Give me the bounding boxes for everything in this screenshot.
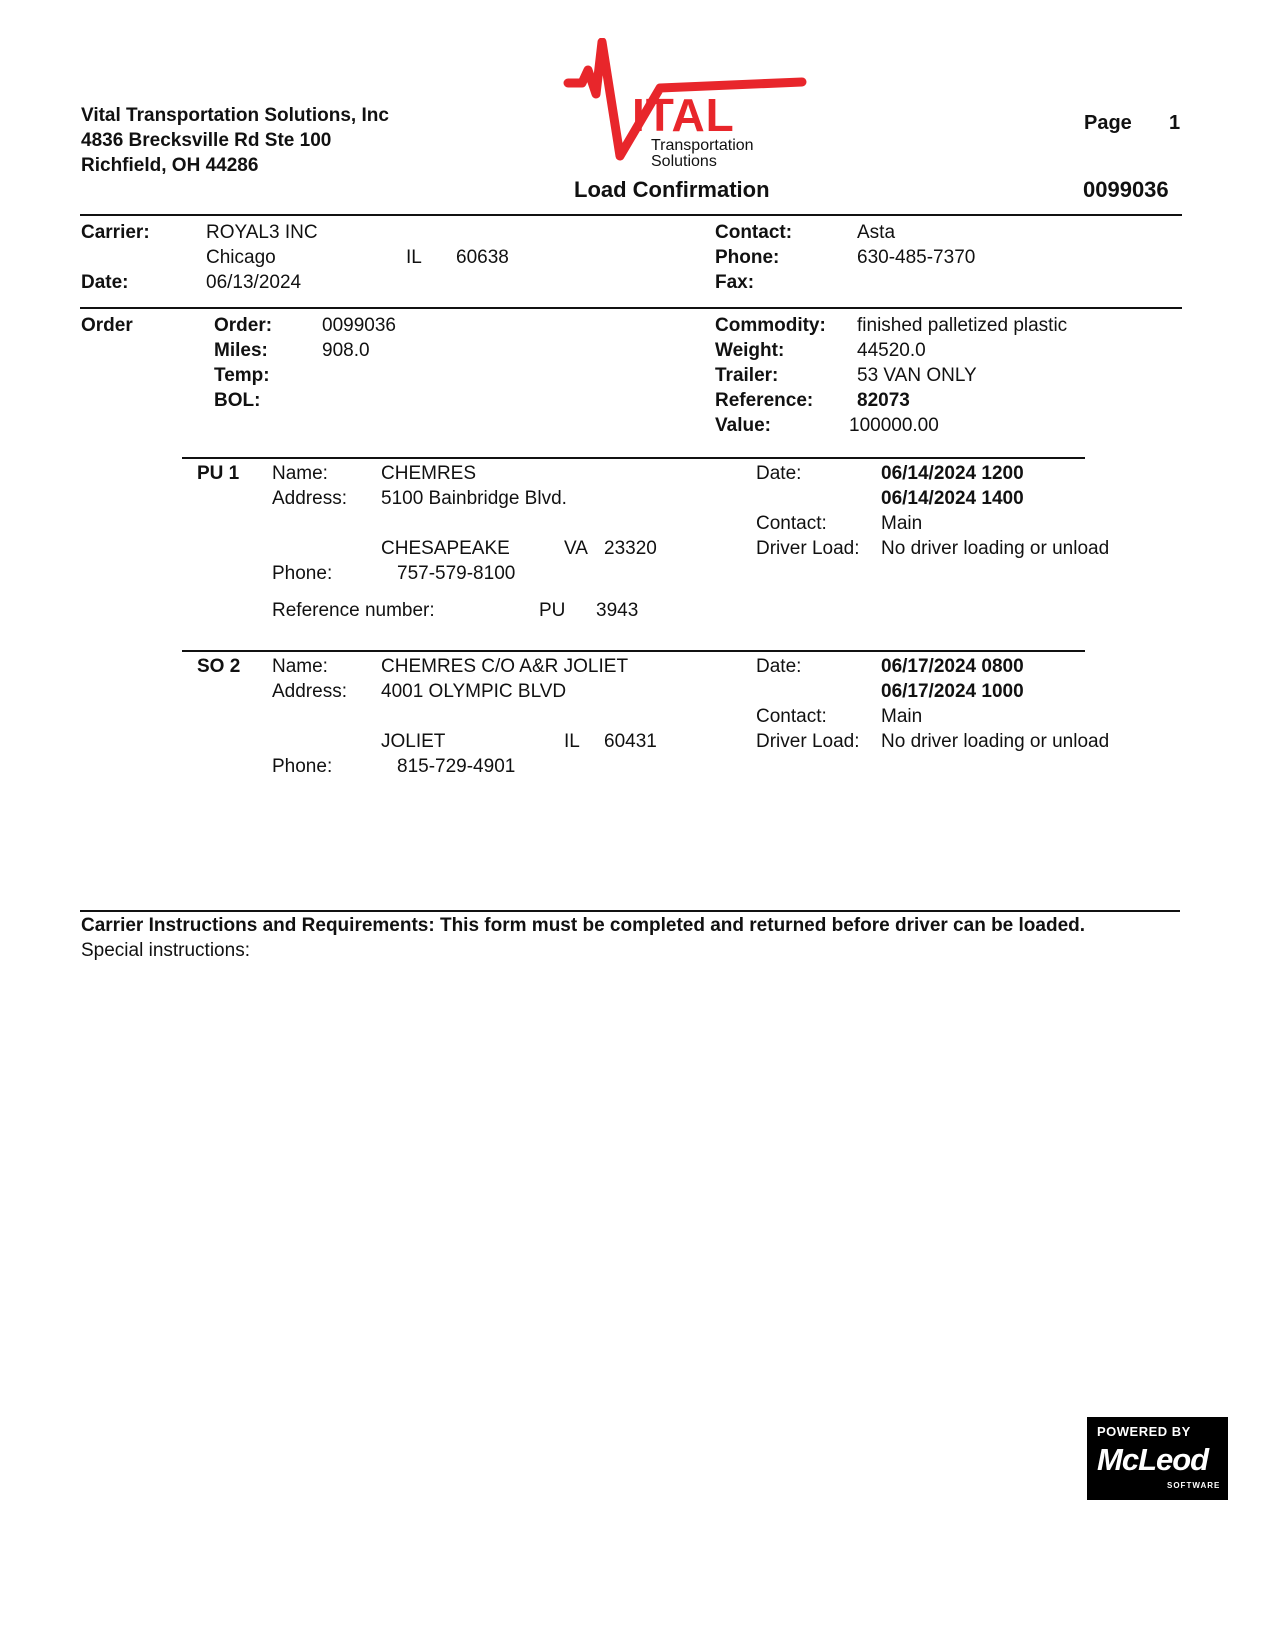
stop-phone: 757-579-8100 xyxy=(397,563,516,584)
stop-date-end: 06/17/2024 1000 xyxy=(881,681,1024,702)
special-instructions-label: Special instructions: xyxy=(81,940,250,961)
stop-state: VA xyxy=(564,538,588,559)
temp-label: Temp: xyxy=(214,365,270,386)
stop-code: PU 1 xyxy=(197,463,240,484)
company-address-line1: 4836 Brecksville Rd Ste 100 xyxy=(81,130,332,151)
carrier-city: Chicago xyxy=(206,247,276,268)
miles-label: Miles: xyxy=(214,340,268,361)
carrier-zip: 60638 xyxy=(456,247,509,268)
stop-divider xyxy=(182,650,1085,652)
order-weight: 44520.0 xyxy=(857,340,926,361)
stop-contact: Main xyxy=(881,513,923,534)
reference-label: Reference: xyxy=(715,390,814,411)
stop-phone-label: Phone: xyxy=(272,756,333,777)
stop-zip: 60431 xyxy=(604,731,657,752)
order-value: 100000.00 xyxy=(849,415,939,436)
powered-by-mcleod-badge xyxy=(1087,1417,1228,1500)
order-label: Order: xyxy=(214,315,273,336)
order-section-label: Order xyxy=(81,315,133,336)
badge-mcleod: McLeod xyxy=(1097,1442,1209,1477)
instructions-heading: Carrier Instructions and Requirements: This form must be completed and returned before driver can be loaded. xyxy=(81,915,1086,936)
order-commodity: finished palletized plastic xyxy=(857,315,1068,336)
stop-name-label: Name: xyxy=(272,463,328,484)
stop-date-label: Date: xyxy=(756,656,802,677)
carrier-phone: 630-485-7370 xyxy=(857,247,976,268)
bol-label: BOL: xyxy=(214,390,261,411)
trailer-label: Trailer: xyxy=(715,365,779,386)
stop-contact-label: Contact: xyxy=(756,706,827,727)
carrier-contact: Asta xyxy=(857,222,896,243)
commodity-label: Commodity: xyxy=(715,315,826,336)
order-trailer: 53 VAN ONLY xyxy=(857,365,977,386)
carrier-state: IL xyxy=(406,247,422,268)
stop-date-start: 06/17/2024 0800 xyxy=(881,656,1024,677)
stop-address: 5100 Bainbridge Blvd. xyxy=(381,488,567,509)
order-number: 0099036 xyxy=(322,315,396,336)
logo-wordmark: ITAL xyxy=(632,89,735,141)
header-divider xyxy=(80,214,1182,216)
stop-divider xyxy=(182,457,1085,459)
carrier-label: Carrier: xyxy=(81,222,150,243)
stop-driver-load-label: Driver Load: xyxy=(756,538,860,559)
stop-state: IL xyxy=(564,731,580,752)
order-miles: 908.0 xyxy=(322,340,370,361)
stop-refnum-label: Reference number: xyxy=(272,600,435,621)
stop-date-label: Date: xyxy=(756,463,802,484)
badge-software: SOFTWARE xyxy=(1167,1481,1221,1490)
instructions-divider xyxy=(80,910,1180,912)
carrier-name: ROYAL3 INC xyxy=(206,222,318,243)
stop-ref-value: 3943 xyxy=(596,600,639,621)
stop-phone: 815-729-4901 xyxy=(397,756,516,777)
stop-zip: 23320 xyxy=(604,538,657,559)
stop-contact: Main xyxy=(881,706,923,727)
stop-phone-label: Phone: xyxy=(272,563,333,584)
stop-name-label: Name: xyxy=(272,656,328,677)
stop-ref-type: PU xyxy=(539,600,566,621)
stop-date-end: 06/14/2024 1400 xyxy=(881,488,1024,509)
order-reference: 82073 xyxy=(857,390,910,411)
stop-driver-load: No driver loading or unload xyxy=(881,731,1110,752)
page-label: Page xyxy=(1084,112,1132,134)
stop-name: CHEMRES C/O A&R JOLIET xyxy=(381,656,629,677)
stop-date-start: 06/14/2024 1200 xyxy=(881,463,1024,484)
phone-label: Phone: xyxy=(715,247,780,268)
carrier-divider xyxy=(80,307,1182,309)
stop-address-label: Address: xyxy=(272,488,347,509)
contact-label: Contact: xyxy=(715,222,793,243)
stop-city: JOLIET xyxy=(381,731,446,752)
stop-city: CHESAPEAKE xyxy=(381,538,510,559)
logo-subtitle-2: Solutions xyxy=(651,153,717,170)
page-number: 1 xyxy=(1169,112,1181,134)
stop-address: 4001 OLYMPIC BLVD xyxy=(381,681,567,702)
stop-code: SO 2 xyxy=(197,656,241,677)
stop-driver-load: No driver loading or unload xyxy=(881,538,1110,559)
date-label: Date: xyxy=(81,272,129,293)
company-address-line2: Richfield, OH 44286 xyxy=(81,155,259,176)
fax-label: Fax: xyxy=(715,272,755,293)
document-number: 0099036 xyxy=(1083,177,1169,202)
badge-powered-by: POWERED BY xyxy=(1097,1424,1191,1439)
value-label: Value: xyxy=(715,415,771,436)
carrier-date: 06/13/2024 xyxy=(206,272,302,293)
stop-contact-label: Contact: xyxy=(756,513,827,534)
stop-driver-load-label: Driver Load: xyxy=(756,731,860,752)
company-name: Vital Transportation Solutions, Inc xyxy=(81,105,389,126)
stop-name: CHEMRES xyxy=(381,463,477,484)
document-title: Load Confirmation xyxy=(574,177,770,202)
weight-label: Weight: xyxy=(715,340,785,361)
stop-address-label: Address: xyxy=(272,681,347,702)
logo-subtitle-1: Transportation xyxy=(651,137,754,154)
